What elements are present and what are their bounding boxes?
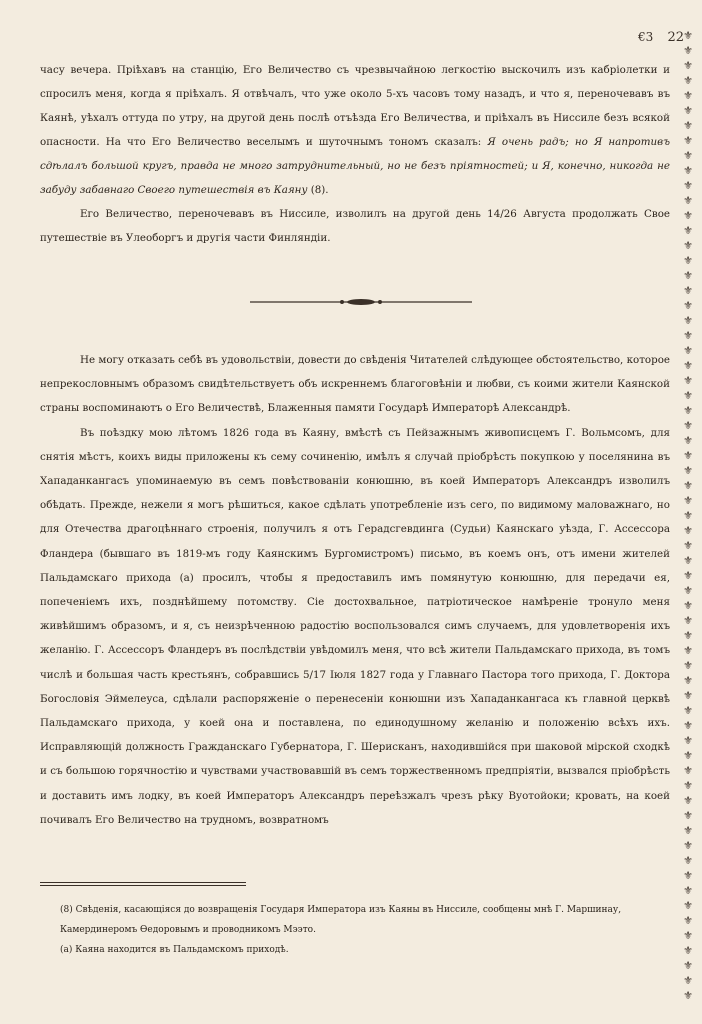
footnotes — [60, 900, 665, 960]
decorative-border: ⚜⚜⚜⚜⚜⚜⚜⚜⚜⚜⚜⚜⚜⚜⚜⚜⚜⚜⚜⚜⚜⚜⚜⚜⚜⚜⚜⚜⚜⚜⚜⚜⚜⚜⚜⚜⚜⚜⚜⚜⚜⚜⚜⚜⚜⚜⚜⚜⚜⚜⚜⚜⚜⚜⚜⚜⚜⚜⚜⚜⚜⚜⚜⚜⚜ — [683, 29, 693, 1002]
page-number: 22 — [667, 30, 684, 45]
paragraph-1: часу вечера. Пріѣхавъ на станцію, Его Величество съ чрезвычайною легкостію выскочилъ изъ кабріолетки и спросилъ меня, когда я пріѣхалъ. Я отвѣчалъ, что уже около 5-хъ часовъ тому назадъ, и что я, переночевавъ въ Каянѣ, уѣхалъ оттуда по утру, на другой день послѣ отъѣзда Его Величества, и пріѣхалъ въ Ниссиле безъ всякой опасности. На что Его Величество веселымъ и шуточнымъ тономъ сказалъ: Я очень радъ; но Я напротивъ сдѣлалъ большой кругъ, правда не много затруднительный, но не безъ пріятностей; и Я, конечно, никогда не забуду забавнаго Своего путешествія въ Каяну (8). — [40, 64, 670, 196]
page-header — [638, 30, 684, 45]
header-ornament: €3 — [638, 30, 654, 44]
section-1-text — [40, 58, 670, 250]
paragraph-3: Не могу отказать себѣ въ удовольствіи, довести до свѣденія Читателей слѣдующее обстоятельство, которое непрекословнымъ образомъ свидѣтельствуетъ объ искреннемъ благоговѣніи и любви, съ коими жители Каянской страны воспоминаютъ о Его Величествѣ, Блаженныя памяти Государѣ Императорѣ Александрѣ. — [40, 354, 670, 415]
paragraph-2: Его Величество, переночевавъ въ Ниссиле, изволилъ на другой день 14/26 Августа продолжать Свое путешествіе въ Улеоборгъ и другія части Финляндіи. — [40, 208, 670, 244]
footnote-8: (8) Свѣденія, касающіяся до возвращенія Государя Императора изъ Каяны въ Ниссиле, сообщены мнѣ Г. Маршинау, Камердинеромъ Ѳедоровымъ и проводникомъ Мээто. — [60, 905, 622, 935]
section-divider — [250, 294, 472, 310]
section-2-text — [40, 348, 670, 832]
paragraph-4: Въ поѣздку мою лѣтомъ 1826 года въ Каяну, вмѣстѣ съ Пейзажнымъ живописцемъ Г. Вольмсомъ, для снятія мѣстъ, коихъ виды приложены къ сему сочиненію, имѣлъ я случай пріобрѣсть покупкою у поселянина въ Хападанкангасъ упоминаемую въ семъ повѣствованіи конюшню, въ коей Императоръ Александръ изволилъ обѣдать. Прежде, нежели я могъ рѣшиться, какое сдѣлать употребленіе изъ сего, по видимому маловажнаго, но для Отечества драгоцѣннаго строенія, получилъ я отъ Герадсгевдинга (Судьи) Каянскаго уѣзда, Г. Ассессора Фландера (бывшаго въ 1819-мъ году Каянскимъ Бургомистромъ) письмо, въ коемъ онъ, отъ имени жителей Пальдамскаго прихода (а) просилъ, чтобы я предоставилъ имъ помянутую конюшню, для передачи ея, попеченіемъ ихъ, позднѣйшему потомству. Сіе достохвальное, патріотическое намѣреніе тронуло меня живѣйшимъ образомъ, и я, съ неизрѣченною радостію воспользовался симъ случаемъ, для удовлетворенія ихъ желанію. Г. Ассессоръ Фландеръ въ послѣдствіи увѣдомилъ меня, что всѣ жители Пальдамскаго прихода, въ томъ числѣ и большая часть крестьянъ, собравшись 5/17 Іюля 1827 года у Главнаго Пастора того прихода, Г. Доктора Богословія Эймелеуса, сдѣлали распоряженіе о перенесеніи конюшни изъ Хападанкангаса къ главной церквѣ Пальдамскаго прихода, у коей она и поставлена, по единодушному желанію и положенію всѣхъ ихъ. Исправляющій должность Гражданскаго Губернатора, Г. Шерисканъ, находившійся при шаковой мірской сходкѣ и съ большою горячностію и чувствами участвовавшій въ семъ торжественномъ предпріятіи, вызвался пріобрѣсть и доставить имъ лодку, въ коей Императоръ Александръ переѣзжалъ чрезъ рѣку Вуотойоки; кровать, на коей почивалъ Его Величество на трудномъ, возвратномъ — [40, 426, 670, 826]
footnote-rule — [40, 882, 246, 886]
footnote-a: (а) Каяна находится въ Пальдамскомъ приходѣ. — [60, 945, 289, 955]
